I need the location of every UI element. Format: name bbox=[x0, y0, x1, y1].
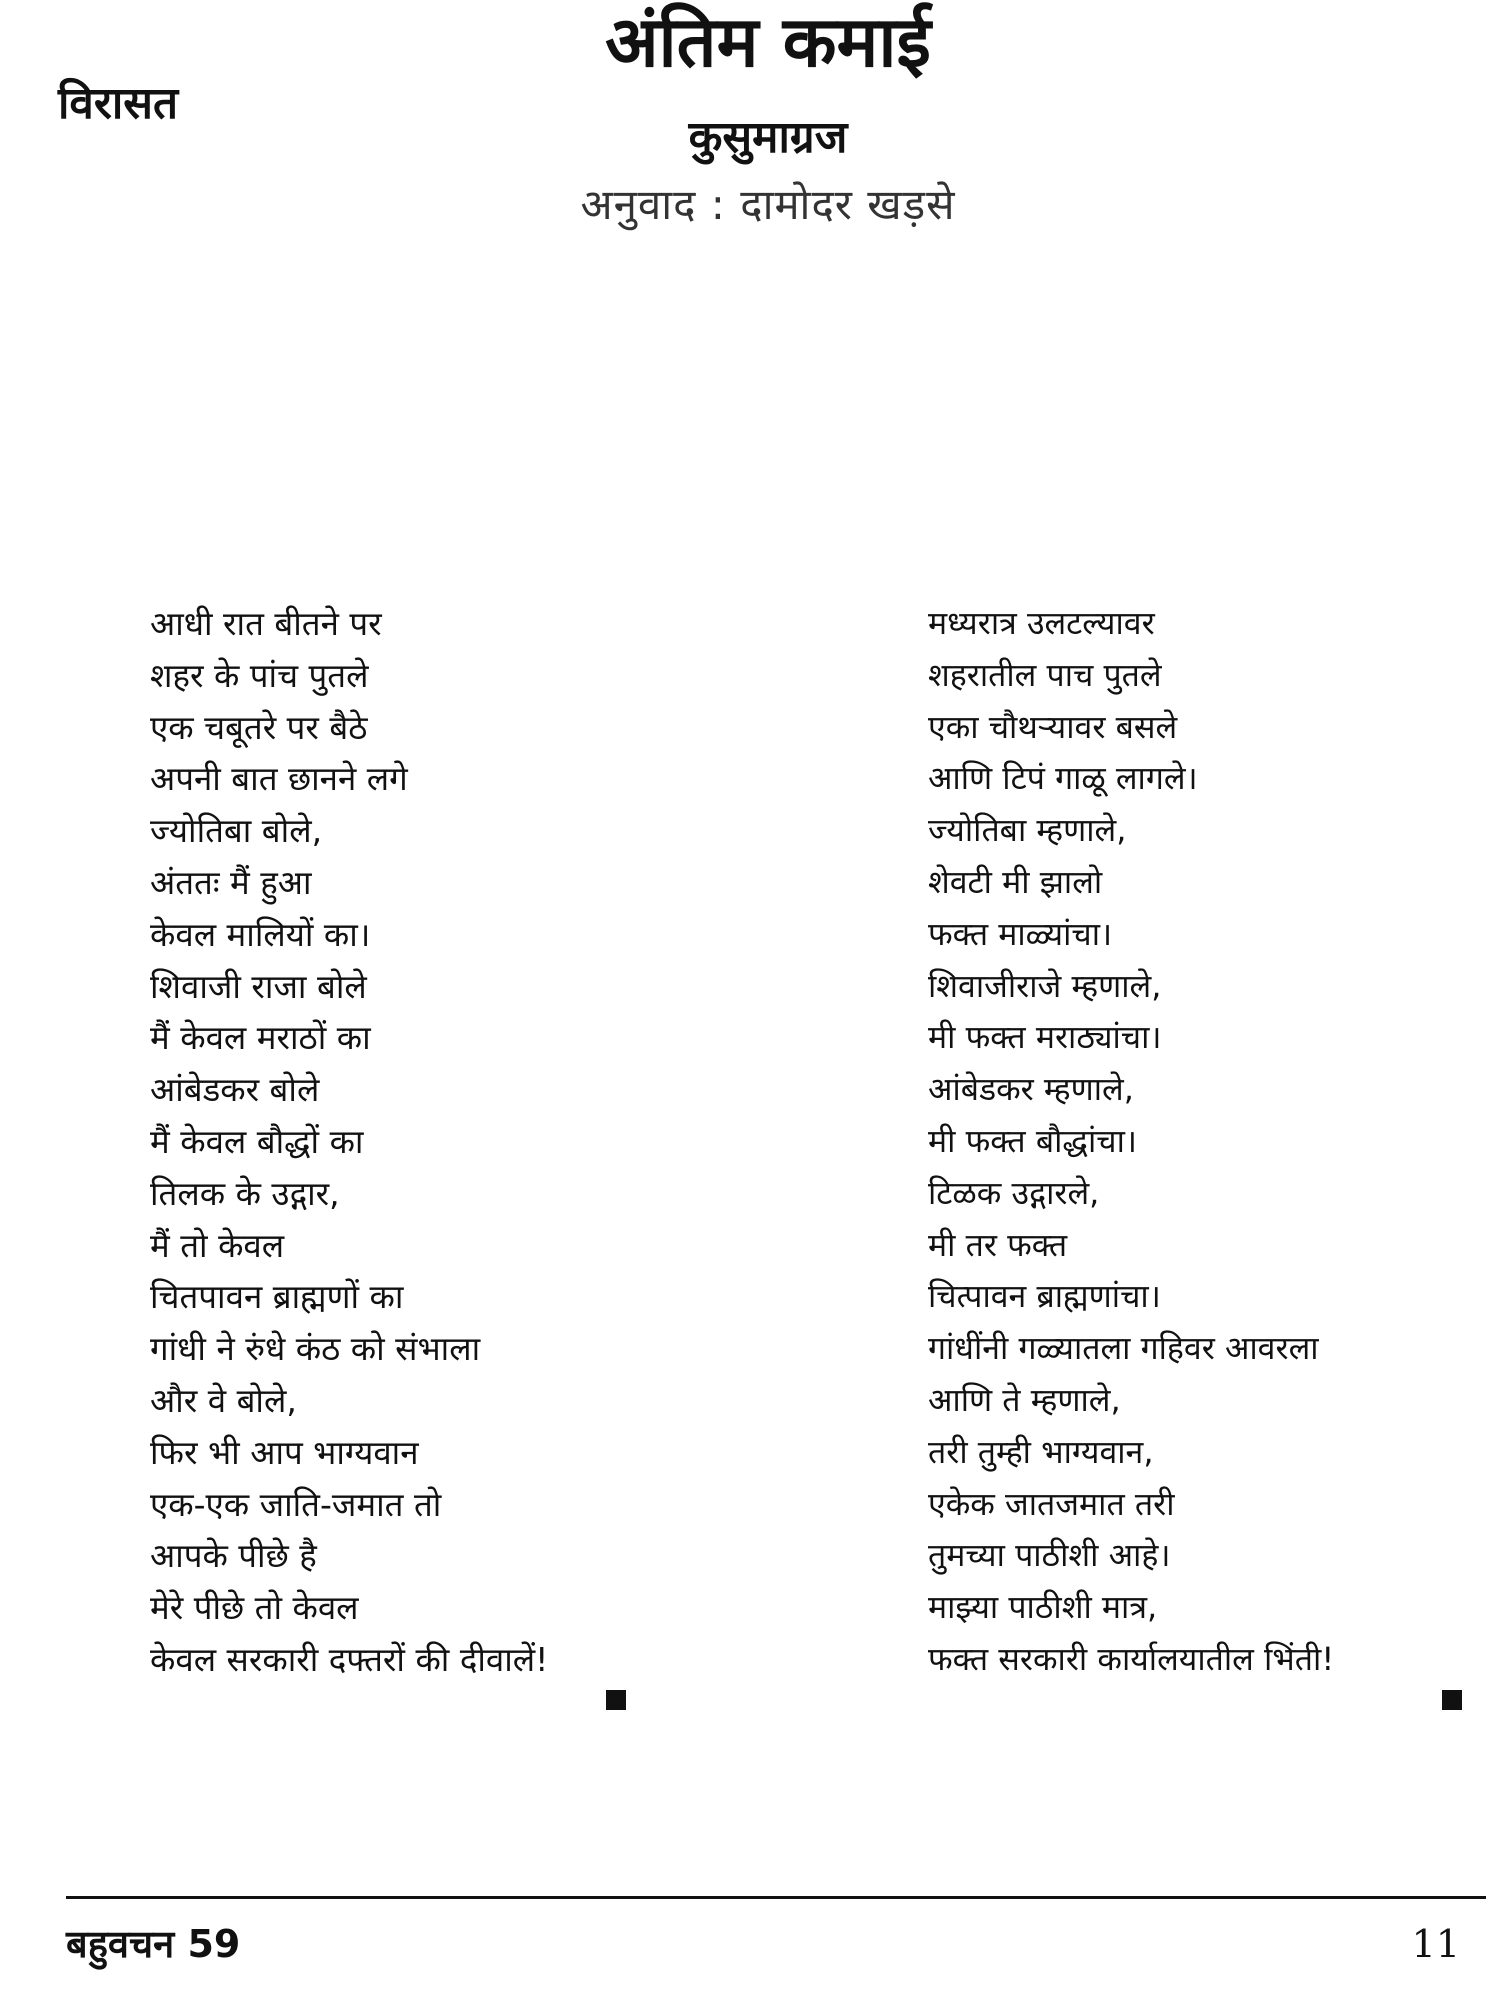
poem-line: शिवाजीराजे म्हणाले, bbox=[928, 966, 1162, 1005]
poem-line: टिळक उद्गारले, bbox=[928, 1173, 1100, 1212]
poem-line: मैं केवल बौद्धों का bbox=[150, 1121, 364, 1161]
poem-line: आंबेडकर म्हणाले, bbox=[928, 1070, 1134, 1109]
poem-line: मी फक्त मराठ्यांचा। bbox=[928, 1018, 1162, 1057]
poem-author: कुसुमाग्रज bbox=[688, 112, 848, 163]
poem-line: मैं तो केवल bbox=[150, 1225, 285, 1265]
poem-line: और वे बोले, bbox=[150, 1380, 297, 1420]
footer-rule bbox=[66, 1896, 1486, 1899]
poem-line: मी फक्त बौद्धांचा। bbox=[928, 1121, 1137, 1160]
end-mark bbox=[606, 1690, 626, 1710]
poem-title: अंतिम कमाई bbox=[605, 1, 931, 83]
poem-line: मेरे पीछे तो केवल bbox=[150, 1588, 359, 1628]
poem-line: आपके पीछे है bbox=[150, 1536, 317, 1576]
poem-line: शिवाजी राजा बोले bbox=[150, 966, 367, 1006]
hindi-poem bbox=[150, 598, 548, 1686]
poem-line: शहरातील पाच पुतले bbox=[928, 655, 1162, 694]
poem-line: आणि ते म्हणाले, bbox=[928, 1380, 1121, 1419]
poem-line: तरी तुम्ही भाग्यवान, bbox=[928, 1432, 1154, 1471]
poem-line: फक्त माळ्यांचा। bbox=[928, 914, 1113, 953]
poem-line: मी तर फक्त bbox=[928, 1225, 1068, 1264]
poem-line: एक चबूतरे पर बैठे bbox=[150, 707, 368, 747]
poem-line: केवल मालियों का। bbox=[150, 914, 371, 954]
poem-line: एका चौथऱ्यावर बसले bbox=[928, 707, 1178, 746]
poem-line: अपनी बात छानने लगे bbox=[150, 759, 408, 799]
poem-line: मैं केवल मराठों का bbox=[150, 1018, 371, 1058]
poem-line: अंततः मैं हुआ bbox=[150, 862, 312, 902]
poem-line: केवल सरकारी दफ्तरों की दीवालें! bbox=[150, 1639, 549, 1679]
poem-line: चित्पावन ब्राह्मणांचा। bbox=[928, 1277, 1161, 1316]
poem-line: चितपावन ब्राह्मणों का bbox=[150, 1277, 404, 1317]
poem-line: आणि टिपं गाळू लागले। bbox=[928, 759, 1198, 798]
poem-line: शहर के पांच पुतले bbox=[150, 655, 369, 695]
poem-line: गांधींनी गळ्यातला गहिवर आवरला bbox=[928, 1329, 1319, 1368]
poem-line: माझ्या पाठीशी मात्र, bbox=[928, 1588, 1158, 1627]
poem-line: ज्योतिबा बोले, bbox=[150, 811, 323, 851]
poem-line: आंबेडकर बोले bbox=[150, 1070, 320, 1110]
poem-line: फिर भी आप भाग्यवान bbox=[150, 1432, 419, 1472]
poem-line: गांधी ने रुंधे कंठ को संभाला bbox=[150, 1329, 481, 1369]
poem-line: मध्यरात्र उलटल्यावर bbox=[928, 604, 1155, 642]
marathi-poem bbox=[928, 598, 1334, 1686]
poem-line: ज्योतिबा म्हणाले, bbox=[928, 811, 1127, 850]
page-number: 11 bbox=[1411, 1922, 1460, 1966]
poem-line: एकेक जातजमात तरी bbox=[928, 1484, 1175, 1523]
poem-line: आधी रात बीतने पर bbox=[150, 604, 382, 643]
end-mark bbox=[1442, 1690, 1462, 1710]
poem-line: तिलक के उद्गार, bbox=[150, 1173, 340, 1213]
section-label: विरासत bbox=[58, 78, 179, 129]
translator-line: अनुवाद : दामोदर खड़से bbox=[580, 180, 956, 229]
poem-line: तुमच्या पाठीशी आहे। bbox=[928, 1536, 1171, 1575]
poem-line: एक-एक जाति-जमात तो bbox=[150, 1484, 442, 1524]
journal-name: बहुवचन 59 bbox=[66, 1922, 241, 1966]
poem-line: फक्त सरकारी कार्यालयातील भिंती! bbox=[928, 1639, 1335, 1678]
poem-line: शेवटी मी झालो bbox=[928, 862, 1103, 901]
